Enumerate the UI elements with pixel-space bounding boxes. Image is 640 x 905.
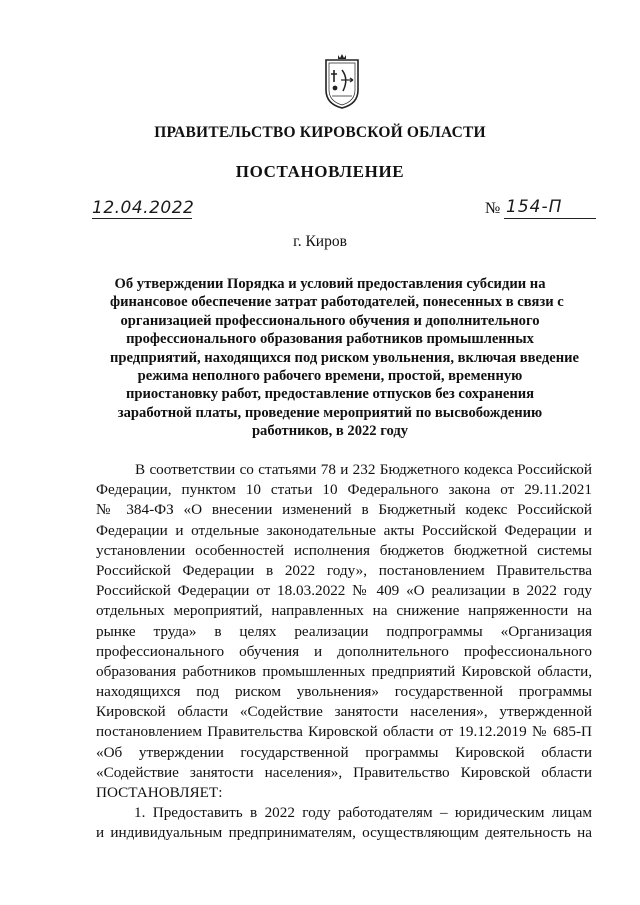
city-line: г. Киров (293, 233, 347, 250)
government-title: ПРАВИТЕЛЬСТВО КИРОВСКОЙ ОБЛАСТИ (154, 124, 486, 141)
body-line: отдельных мероприятий, направленных на снижение напряженности на (96, 602, 592, 620)
body-line: профессионального обучения и дополнительного профессионального (96, 642, 592, 660)
body-line: Российской Федерации в 2022 году», постановлением Правительства (96, 561, 592, 579)
item-1-line: 1. Предоставить в 2022 году работодателям – юридическим лицам (134, 804, 592, 822)
number-label: № (485, 200, 501, 217)
body-line: и индивидуальным предпринимателям, осуществляющим деятельность на (96, 824, 592, 842)
body-line: Федерации и отдельные законодательные акты Российской Федерации и (96, 521, 592, 539)
body-line-resolves: ПОСТАНОВЛЯЕТ: (96, 784, 223, 801)
body-line: «Содействие занятости населения», Правительство Кировской области (96, 763, 592, 781)
body-line: установлении особенностей исполнения бюджетов бюджетной системы (96, 541, 592, 559)
subject-line: профессионального образования работников промышленных (126, 331, 534, 348)
body-line: рынке труда» в целях реализации подпрограммы «Организация (96, 622, 592, 640)
document-date: 12.04.2022 (92, 198, 195, 218)
subject-line: предприятий, находящихся под риском увольнения, включая введение (110, 349, 580, 366)
body-line: постановлением Правительства Кировской области от 19.12.2019 № 685-П (96, 723, 592, 741)
subject-line: Об утверждении Порядка и условий предоставления субсидии на (114, 276, 546, 292)
subject-line: приостановку работ, предоставление отпусков без сохранения (125, 386, 535, 403)
body-line: Федерации, пунктом 10 статьи 10 Федерального закона от 29.11.2021 (96, 481, 592, 499)
subject-line: режима неполного рабочего времени, простой, временную (137, 368, 523, 385)
subject-line: заработной платы, проведение мероприятий по высвобождению (117, 404, 543, 421)
body-line: находящихся под риском увольнения» государственной программы (96, 683, 592, 701)
document-subject (110, 275, 580, 441)
body-line: Российской Федерации от 18.03.2022 № 409 «О реализации в 2022 году (96, 582, 592, 600)
body-line: «Об утверждении государственной программы Кировской области (96, 743, 592, 761)
subject-line: финансовое обеспечение затрат работодателей, понесенных в связи с (110, 294, 564, 311)
document-type-heading: ПОСТАНОВЛЕНИЕ (235, 162, 405, 181)
body-line: В соответствии со статьями 78 и 232 Бюджетного кодекса Российской (135, 461, 592, 478)
subject-line: работников, в 2022 году (251, 423, 409, 440)
body-line: Кировской области «Содействие занятости населения», утвержденной (96, 703, 592, 721)
subject-line: организацией профессионального обучения и дополнительного (120, 312, 540, 329)
body-paragraphs (96, 460, 592, 844)
body-line: № 384-ФЗ «О внесении изменений в Бюджетный кодекс Российской (96, 501, 592, 519)
number-underline (504, 218, 596, 219)
date-underline (92, 218, 192, 219)
document-number: 154-П (506, 197, 563, 217)
body-line: образования работников промышленных предприятий Кировской области, (96, 662, 592, 680)
coat-of-arms-emblem (322, 52, 362, 110)
